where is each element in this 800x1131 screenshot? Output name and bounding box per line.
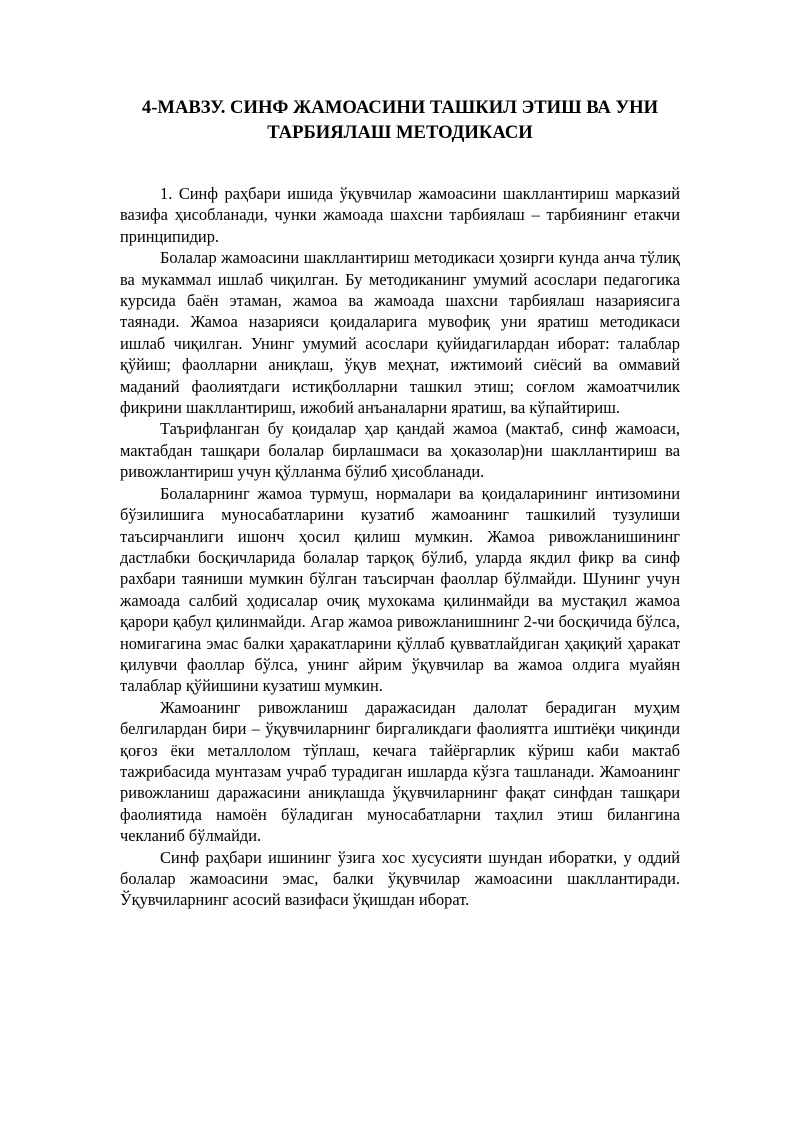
paragraph: Синф раҳбари ишининг ўзига хос хусусияти шундан иборатки, у оддий болалар жамоасини эмас, балки ўқувчилар жамоасини шакллантиради. Ўқувчиларнинг асосий вазифаси ўқишдан иборат. (120, 847, 680, 910)
title-line-1: 4-МАВЗУ. СИНФ ЖАМОАСИНИ ТАШКИЛ ЭТИШ ВА УНИ (141, 97, 659, 118)
document-body (120, 183, 680, 911)
paragraph: Болалар жамоасини шакллантириш методикаси ҳозирги кунда анча тўлиқ ва мукаммал ишлаб чиқилган. Бу методиканинг умумий асослари педагогика курсида баён этаман, жамоа ва жамоада шахсни тарбиялаш назариясига таянади. Жамоа назарияси қоидаларига мувофиқ уни яратиш методикаси ишлаб чиқилган. Унинг умумий асослари қуйидагилардан иборат: талаблар қўйиш; фаолларни аниқлаш, ўқув меҳнат, ижтимоий сиёсий ва оммавий маданий фаолиятдаги истиқболларни ташкил этиш; соғлом жамоатчилик фикрини шакллантириш, ижобий анъаналарни яратиш, ва кўпайтириш. (120, 248, 680, 418)
paragraph: Жамоанинг ривожланиш даражасидан далолат берадиган муҳим белгилардан бири – ўқувчиларнинг биргаликдаги фаолиятга иштиёқи чиқинди қоғоз ёки металлолом тўплаш, кечага тайёргарлик кўриш каби мактаб тажрибасида мунтазам учраб турадиган ишларда кўзга ташланади. Жамоанинг ривожланиш даражасини аниқлашда ўқувчиларнинг фақат синфдан ташқари фаолиятида намоён бўладиган муносабатларни таҳлил этиш билангина чекланиб бўлмайди. (120, 697, 680, 846)
paragraph: 1. Синф раҳбари ишида ўқувчилар жамоасини шакллантириш марказий вазифа ҳисобланади, чунки жамоада шахсни тарбиялаш – тарбиянинг етакчи принципидир. (120, 184, 680, 246)
title-line-2: ТАРБИЯЛАШ МЕТОДИКАСИ (267, 122, 533, 143)
page-title (100, 95, 700, 145)
paragraph: Таърифланган бу қоидалар ҳар қандай жамоа (мактаб, синф жамоаси, мактабдан ташқари болалар бирлашмаси ва ҳоказолар)ни шакллантириш ва ривожлантириш учун қўлланма бўлиб ҳисобланади. (120, 419, 680, 482)
paragraph: Болаларнинг жамоа турмуш, нормалари ва қоидаларининг интизомини бўзилишига муносабатларини кузатиб жамоанинг ташкилий тузулиши таъсирчанлиги ишонч ҳосил қилиш мумкин. Жамоа ривожланишининг дастлабки босқичларида болалар тарқоқ бўлиб, уларда якдил фикр ва синф рахбари таяниши мумкин бўлган таъсирчан фаоллар бўлмайди. Шунинг учун жамоада салбий ҳодисалар очиқ мухокама қилинмайди ва мустақил жамоа қарори қабул қилинмайди. Агар жамоа ривожланишнинг 2-чи босқичида бўлса, номигагина эмас балки ҳаракатларини қўллаб қувватлайдиган ҳақиқий ҳаракат қилувчи фаоллар бўлса, унинг айрим ўқувчилар ва жамоа олдига муайян талаблар қўйишини кузатиш мумкин. (120, 483, 680, 696)
